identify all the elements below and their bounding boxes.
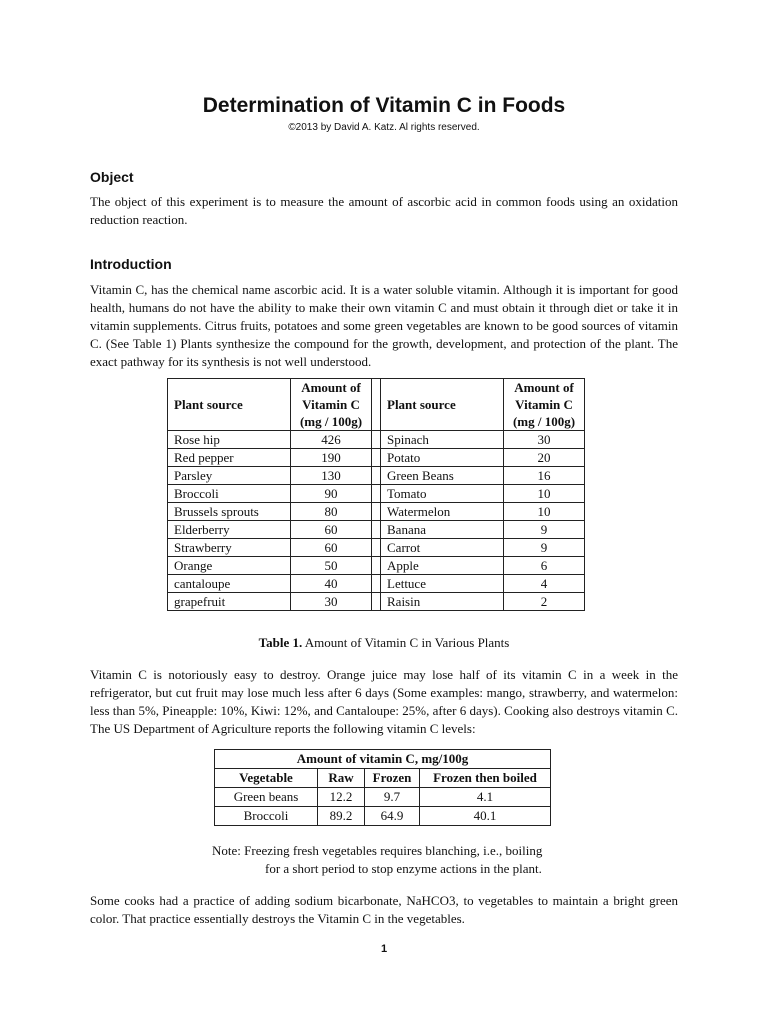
vitamin-c-amount-cell: 4 <box>504 575 585 593</box>
table1-gap <box>372 449 381 467</box>
vitamin-c-value-cell: 64.9 <box>365 807 420 826</box>
vitamin-c-amount-cell: 50 <box>291 557 372 575</box>
vitamin-c-amount-cell: 426 <box>291 431 372 449</box>
table1-row <box>168 539 585 557</box>
table2-title: Amount of vitamin C, mg/100g <box>215 750 551 769</box>
table1-header-plant-source: Plant source <box>168 379 291 431</box>
plant-source-cell: Carrot <box>381 539 504 557</box>
vitamin-c-value-cell: 4.1 <box>420 788 551 807</box>
vitamin-c-amount-cell: 40 <box>291 575 372 593</box>
header-line-1: Amount of <box>514 380 574 395</box>
plant-source-cell: Strawberry <box>168 539 291 557</box>
vitamin-c-amount-cell: 30 <box>504 431 585 449</box>
plant-source-cell: Spinach <box>381 431 504 449</box>
vitamin-c-amount-cell: 190 <box>291 449 372 467</box>
plant-source-cell: cantaloupe <box>168 575 291 593</box>
page-title: Determination of Vitamin C in Foods <box>202 94 566 117</box>
table1-gap <box>372 539 381 557</box>
table1-gap <box>372 557 381 575</box>
plant-source-cell: Parsley <box>168 467 291 485</box>
page-number: 1 <box>380 943 388 955</box>
table1-gap <box>372 575 381 593</box>
bicarbonate-paragraph: Some cooks had a practice of adding sodium bicarbonate, NaHCO3, to vegetables to maintain a bright green color. That practice essentially destroys the Vitamin C in the vegetables. <box>90 893 678 926</box>
plant-source-cell: grapefruit <box>168 593 291 611</box>
note-line-1: Note: Freezing fresh vegetables requires blanching, i.e., boiling <box>212 843 543 858</box>
plant-source-cell: Tomato <box>381 485 504 503</box>
vitamin-c-amount-cell: 16 <box>504 467 585 485</box>
vitamin-c-amount-cell: 9 <box>504 539 585 557</box>
plant-source-cell: Orange <box>168 557 291 575</box>
object-heading: Object <box>90 169 134 185</box>
plant-source-cell: Rose hip <box>168 431 291 449</box>
vitamin-c-amount-cell: 9 <box>504 521 585 539</box>
vitamin-c-amount-cell: 20 <box>504 449 585 467</box>
table1-gap <box>372 503 381 521</box>
table1-gap <box>372 379 381 431</box>
table1-caption-label: Table 1. <box>258 635 303 650</box>
introduction-paragraph: Vitamin C, has the chemical name ascorbic acid. It is a water soluble vitamin. Although it is important for good health, humans do not have the ability to make their own vitamin C and must obtain it through diet or take it in vitamin supplements. Citrus fruits, potatoes and some green vegetables are known to be good sources of vitamin C. (See Table 1) Plants synthesize the compound for the growth, development, and protection of the plant. The exact pathway for its synthesis is not well understood. <box>90 282 678 369</box>
table1-gap <box>372 467 381 485</box>
table1-header-plant-source-2: Plant source <box>381 379 504 431</box>
vitamin-c-amount-cell: 10 <box>504 503 585 521</box>
table1-gap <box>372 485 381 503</box>
table2-row <box>215 788 551 807</box>
vitamin-c-amount-cell: 6 <box>504 557 585 575</box>
plant-source-cell: Brussels sprouts <box>168 503 291 521</box>
table2-header-frozen: Frozen <box>365 769 420 788</box>
vegetable-cell: Green beans <box>215 788 318 807</box>
header-line-1: Amount of <box>301 380 361 395</box>
vitamin-c-amount-cell: 90 <box>291 485 372 503</box>
table1-row <box>168 431 585 449</box>
table1-row <box>168 449 585 467</box>
copyright-line: ©2013 by David A. Katz. Al rights reserved. <box>288 122 480 133</box>
table1-row <box>168 521 585 539</box>
table1-gap <box>372 593 381 611</box>
table1-header-amount <box>291 379 372 431</box>
plant-source-cell: Broccoli <box>168 485 291 503</box>
table1-row <box>168 485 585 503</box>
introduction-heading: Introduction <box>90 256 172 272</box>
table1-body <box>168 431 585 611</box>
table1-row <box>168 557 585 575</box>
plant-source-cell: Red pepper <box>168 449 291 467</box>
table2-row <box>215 807 551 826</box>
vitamin-c-plants-table <box>167 378 585 611</box>
plant-source-cell: Lettuce <box>381 575 504 593</box>
header-line-3: (mg / 100g) <box>299 414 363 429</box>
table2-header-raw: Raw <box>318 769 365 788</box>
header-line-2: Vitamin C <box>302 397 360 412</box>
table1-gap <box>372 431 381 449</box>
table1-caption <box>0 634 768 652</box>
table1-row <box>168 467 585 485</box>
table2-body <box>215 788 551 826</box>
plant-source-cell: Elderberry <box>168 521 291 539</box>
vitamin-c-amount-cell: 60 <box>291 521 372 539</box>
vitamin-c-amount-cell: 2 <box>504 593 585 611</box>
note-line-2: for a short period to stop enzyme actions in the plant. <box>265 861 542 876</box>
destroy-paragraph: Vitamin C is notoriously easy to destroy. Orange juice may lose half of its vitamin C in a week in the refrigerator, but cut fruit may lose much less after 6 days (Some examples: mango, strawberry, and watermelon: less than 5%, Pineapple: 10%, Kiwi: 12%, and Cantaloupe: 25%, after 6 days). Cooking also destroys vitamin C. The US Department of Agriculture reports the following vitamin C levels: <box>90 667 678 736</box>
plant-source-cell: Banana <box>381 521 504 539</box>
table2-title-row <box>215 750 551 769</box>
vegetable-cell: Broccoli <box>215 807 318 826</box>
plant-source-cell: Green Beans <box>381 467 504 485</box>
vitamin-c-value-cell: 89.2 <box>318 807 365 826</box>
table2-header-vegetable: Vegetable <box>215 769 318 788</box>
plant-source-cell: Apple <box>381 557 504 575</box>
table1-header-row <box>168 379 585 431</box>
table1-row <box>168 503 585 521</box>
object-paragraph: The object of this experiment is to measure the amount of ascorbic acid in common foods using an oxidation reduction reaction. <box>90 194 678 227</box>
vitamin-c-amount-cell: 80 <box>291 503 372 521</box>
table2-header-frozen-boiled: Frozen then boiled <box>420 769 551 788</box>
header-line-2: Vitamin C <box>515 397 573 412</box>
plant-source-cell: Watermelon <box>381 503 504 521</box>
vitamin-c-amount-cell: 60 <box>291 539 372 557</box>
table1-row <box>168 593 585 611</box>
vitamin-c-value-cell: 9.7 <box>365 788 420 807</box>
table1-row <box>168 575 585 593</box>
plant-source-cell: Potato <box>381 449 504 467</box>
vitamin-c-value-cell: 40.1 <box>420 807 551 826</box>
table2-header-row <box>215 769 551 788</box>
table1-caption-text: Amount of Vitamin C in Various Plants <box>302 635 510 650</box>
plant-source-cell: Raisin <box>381 593 504 611</box>
vitamin-c-amount-cell: 10 <box>504 485 585 503</box>
header-line-3: (mg / 100g) <box>512 414 576 429</box>
blanching-note <box>212 842 542 878</box>
table1-header-amount-2 <box>504 379 585 431</box>
vitamin-c-amount-cell: 130 <box>291 467 372 485</box>
table1-gap <box>372 521 381 539</box>
vitamin-c-value-cell: 12.2 <box>318 788 365 807</box>
vitamin-c-amount-cell: 30 <box>291 593 372 611</box>
usda-vitamin-c-table <box>214 749 551 826</box>
